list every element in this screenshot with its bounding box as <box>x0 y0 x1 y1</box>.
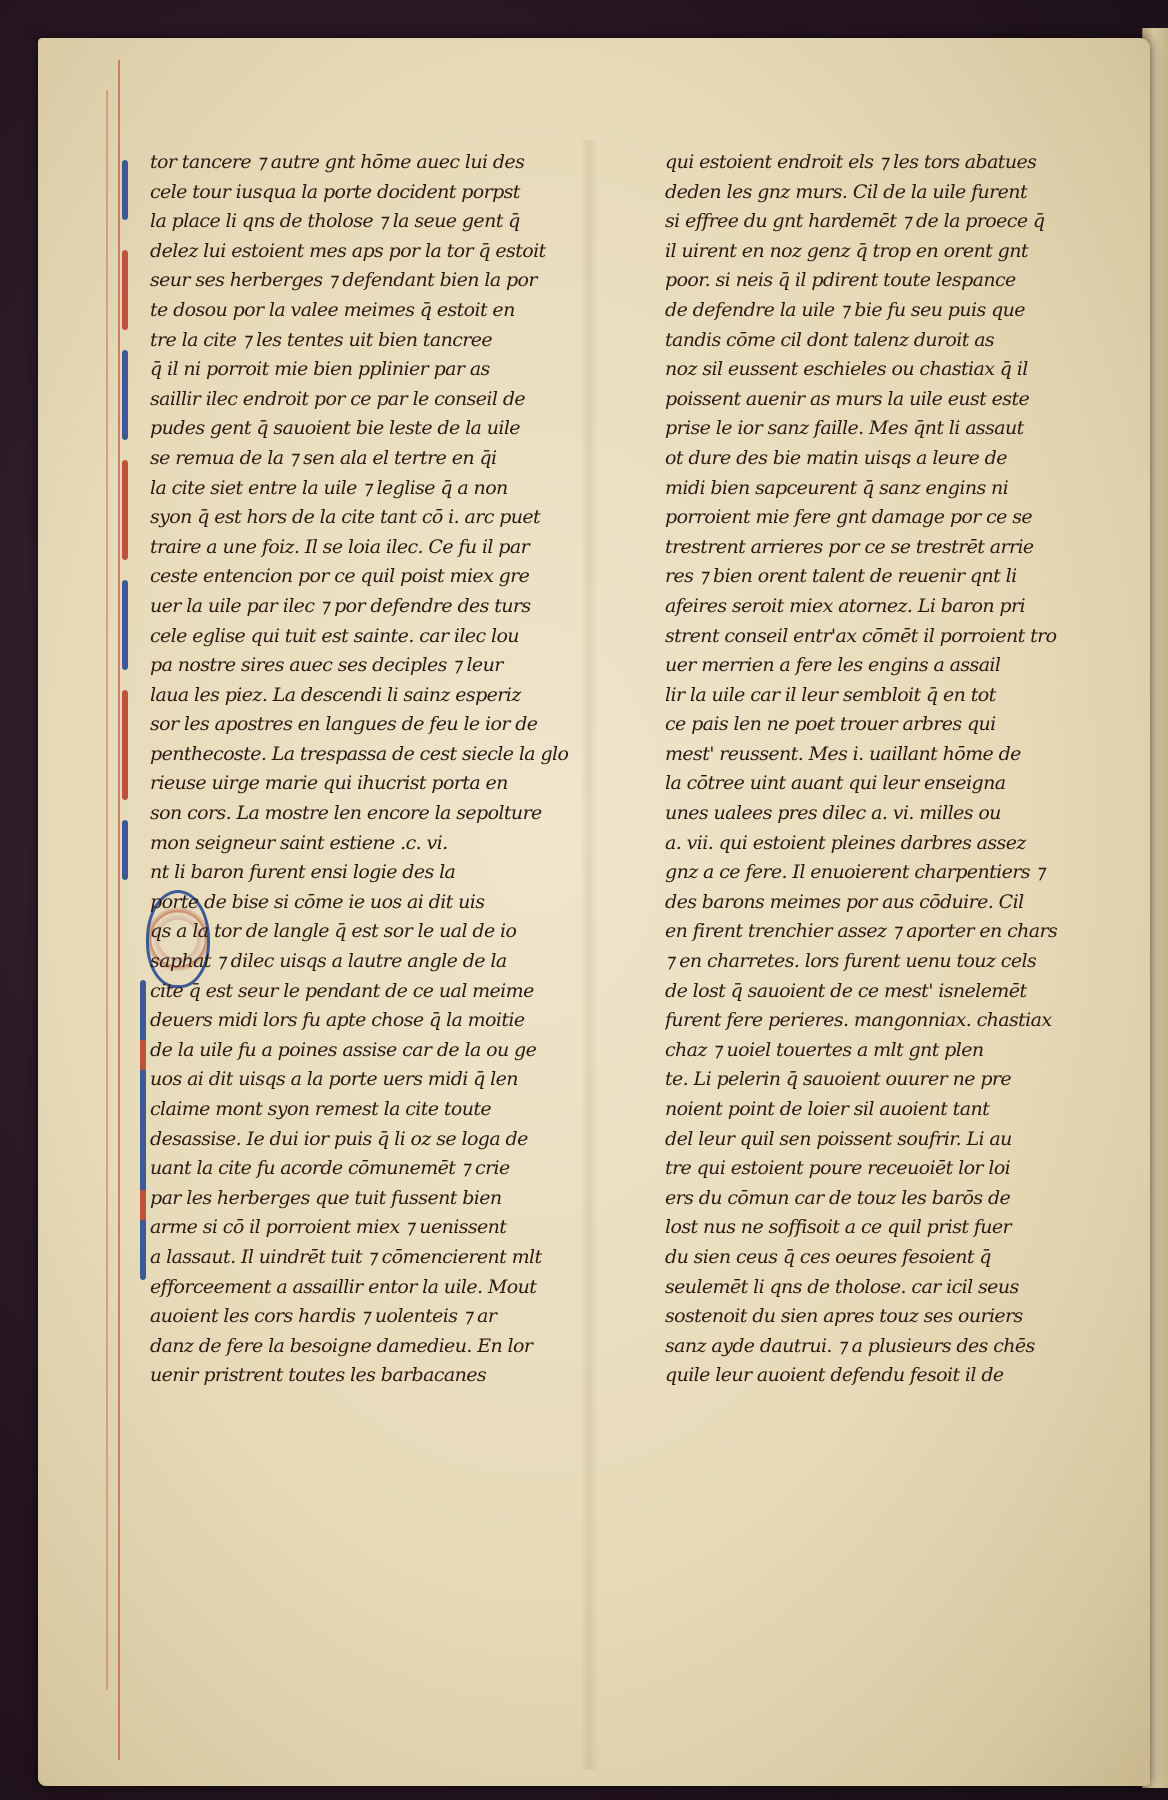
text-line: uant la cite fu acorde cōmunemēt ⁊ crie <box>150 1157 510 1180</box>
text-line: arme si cō il porroient miex ⁊ uenissent <box>150 1216 507 1239</box>
text-line: deden les gnz murs. Cil de la uile furent <box>665 180 1027 203</box>
text-line: en firent trenchier assez ⁊ aporter en chars <box>665 920 1058 943</box>
text-line: se remua de la ⁊ sen ala el tertre en q̄i <box>150 446 497 469</box>
text-line: la cite siet entre la uile ⁊ leglise q̄ a non <box>150 476 508 499</box>
text-line: ot dure des bie matin uisqs a leure de <box>665 446 1007 469</box>
text-line: quile leur auoient defendu fesoit il de <box>665 1364 1004 1387</box>
text-line: prise le ior sanz faille. Mes q̄nt li assaut <box>665 417 1024 440</box>
text-line: a lassaut. Il uindrēt tuit ⁊ cōmencierent mlt <box>150 1245 542 1268</box>
text-line: trestrent arrieres por ce se trestrēt arrie <box>665 535 1034 558</box>
text-line: sor les apostres en langues de feu le ior de <box>150 713 538 736</box>
text-line: qui estoient endroit els ⁊ les tors abatues <box>665 151 1037 173</box>
text-line: sanz ayde dautrui. ⁊ a plusieurs des chēs <box>665 1334 1035 1357</box>
text-line: te dosou por la valee meimes q̄ estoit en <box>150 298 515 321</box>
text-line: deuers midi lors fu apte chose q̄ la moitie <box>150 1009 525 1032</box>
text-line: la place li qns de tholose ⁊ la seue gent q̄ <box>150 210 520 233</box>
text-line: furent fere perieres. mangonniax. chastiax <box>665 1009 1052 1032</box>
text-line: tandis cōme cil dont talenz duroit as <box>665 328 995 351</box>
text-line: chaz ⁊ uoiel touertes a mlt gnt plen <box>665 1038 984 1061</box>
text-line: midi bien sapceurent q̄ sanz engins ni <box>665 476 1009 499</box>
text-line: del leur quil sen poissent soufrir. Li au <box>665 1127 1012 1150</box>
text-line: poor. si neis q̄ il pdirent toute lespance <box>665 269 1016 292</box>
text-line: noz sil eussent eschieles ou chastiax q̄ il <box>665 358 1028 381</box>
pen-flourish-blue <box>122 350 128 440</box>
text-line: qs a la tor de langle q̄ est sor le ual de io <box>150 920 517 943</box>
text-line: de la uile fu a poines assise car de la ou ge <box>150 1038 537 1061</box>
text-line: sostenoit du sien apres touz ses ouriers <box>665 1305 1023 1328</box>
pen-flourish-blue <box>122 820 128 880</box>
text-line: penthecoste. La trespassa de cest siecle la glo <box>150 742 569 765</box>
text-line: porroient mie fere gnt damage por ce se <box>665 506 1033 529</box>
text-line: ce pais len ne poet trouer arbres qui <box>665 713 996 736</box>
text-line: uer merrien a fere les engins a assail <box>665 654 1001 677</box>
text-line: saillir ilec endroit por ce par le conseil de <box>150 387 526 410</box>
text-line: la cōtree uint auant qui leur enseigna <box>665 772 1006 795</box>
text-column-right <box>665 148 1105 1391</box>
text-line: tre qui estoient poure receuoiēt lor loi <box>665 1157 1011 1180</box>
text-line: cele tour iusqua la porte docident porpst <box>150 180 520 203</box>
pen-flourish-blue <box>122 160 128 220</box>
text-line: de lost q̄ sauoient de ce mest' isnelemēt <box>665 979 1027 1002</box>
margin-flourish <box>106 90 108 1690</box>
text-line: ers du cōmun car de touz les barōs de <box>665 1186 1011 1209</box>
text-line: afeires seroit miex atornez. Li baron pri <box>665 594 1025 617</box>
text-line: te. Li pelerin q̄ sauoient ouurer ne pre <box>665 1068 1012 1091</box>
text-line: mon seigneur saint estiene .c. vi. <box>150 831 448 854</box>
text-line: nt li baron furent ensi logie des la <box>150 861 456 884</box>
text-line: son cors. La mostre len encore la sepolture <box>150 802 542 825</box>
text-line: ⁊ en charretes. lors furent uenu touz cels <box>665 950 1037 973</box>
text-line: noient point de loier sil auoient tant <box>665 1098 990 1120</box>
text-line: cele eglise qui tuit est sainte. car ilec lou <box>150 624 519 647</box>
text-line: claime mont syon remest la cite toute <box>150 1098 492 1120</box>
text-line: ceste entencion por ce quil poist miex gre <box>150 565 530 588</box>
text-line: traire a une foiz. Il se loia ilec. Ce fu il par <box>150 535 530 558</box>
text-line: pudes gent q̄ sauoient bie leste de la uile <box>150 417 520 440</box>
text-line: par les herberges que tuit fussent bien <box>150 1186 502 1209</box>
pen-flourish-red <box>122 250 128 330</box>
text-line: si effree du gnt hardemēt ⁊ de la proece q̄ <box>665 210 1045 233</box>
text-line: lir la uile car il leur sembloit q̄ en tot <box>665 683 996 706</box>
text-line: unes ualees pres dilec a. vi. milles ou <box>665 802 1001 825</box>
text-line: desassise. Ie dui ior puis q̄ li oz se loga de <box>150 1127 528 1150</box>
pen-flourish-blue <box>122 580 128 670</box>
text-line: uer la uile par ilec ⁊ por defendre des turs <box>150 594 531 617</box>
text-line: poissent auenir as murs la uile eust este <box>665 387 1030 410</box>
text-line: tre la cite ⁊ les tentes uit bien tancree <box>150 328 493 351</box>
text-line: seur ses herberges ⁊ defendant bien la por <box>150 269 537 292</box>
text-line: q̄ il ni porroit mie bien pplinier par as <box>150 358 490 381</box>
text-line: danz de fere la besoigne damedieu. En lor <box>150 1334 533 1357</box>
text-line: uos ai dit uisqs a la porte uers midi q̄ len <box>150 1068 518 1091</box>
text-line: a. vii. qui estoient pleines darbres assez <box>665 831 1026 854</box>
text-line: pa nostre sires auec ses deciples ⁊ leur <box>150 654 503 677</box>
text-line: de defendre la uile ⁊ bie fu seu puis que <box>665 298 1025 321</box>
text-line: lost nus ne soffisoit a ce quil prist fuer <box>665 1216 1012 1239</box>
text-line: rieuse uirge marie qui ihucrist porta en <box>150 772 508 795</box>
text-line: tor tancere ⁊ autre gnt hōme auec lui des <box>150 151 525 173</box>
text-column-left <box>150 148 590 1391</box>
text-line: mest' reussent. Mes i. uaillant hōme de <box>665 742 1021 765</box>
text-line: seulemēt li qns de tholose. car icil seus <box>665 1275 1019 1298</box>
text-line: efforceement a assaillir entor la uile. Mout <box>150 1275 537 1298</box>
margin-rule <box>118 60 120 1760</box>
text-line: il uirent en noz genz q̄ trop en orent gnt <box>665 239 1028 262</box>
text-line: uenir pristrent toutes les barbacanes <box>150 1364 487 1387</box>
text-line: strent conseil entr'ax cōmēt il porroient tro <box>665 624 1057 647</box>
text-line: gnz a ce fere. Il enuoierent charpentiers ⁊ <box>665 861 1045 884</box>
text-line: res ⁊ bien orent talent de reuenir qnt li <box>665 565 1017 588</box>
text-line: auoient les cors hardis ⁊ uolenteis ⁊ ar <box>150 1305 497 1328</box>
pen-flourish-red <box>122 460 128 560</box>
text-line: delez lui estoient mes aps por la tor q̄ estoit <box>150 239 546 262</box>
text-line: cite q̄ est seur le pendant de ce ual meime <box>150 979 534 1002</box>
text-line: laua les piez. La descendi li sainz esperiz <box>150 683 521 706</box>
text-line: saphat ⁊ dilec uisqs a lautre angle de la <box>150 950 507 973</box>
pen-flourish-red <box>122 690 128 800</box>
initial-extender <box>140 980 146 1280</box>
text-line: syon q̄ est hors de la cite tant cō i. arc puet <box>150 506 541 529</box>
text-line: porte de bise si cōme ie uos ai dit uis <box>150 890 485 913</box>
text-line: des barons meimes por aus cōduire. Cil <box>665 890 1024 913</box>
text-line: du sien ceus q̄ ces oeures fesoient q̄ <box>665 1245 991 1268</box>
